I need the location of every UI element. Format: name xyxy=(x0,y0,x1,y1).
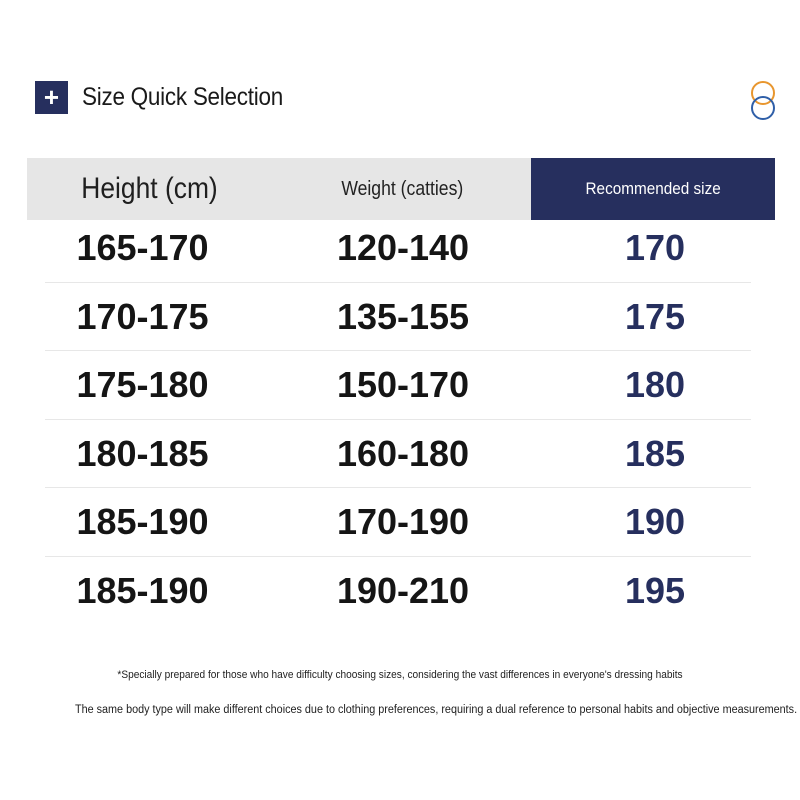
recommended-size-cell: 195 xyxy=(624,569,686,611)
section-header xyxy=(35,80,305,114)
height-cell: 185-190 xyxy=(76,501,209,542)
column-header-weight xyxy=(273,158,531,220)
recommended-size-cell: 190 xyxy=(624,501,686,542)
column-header-height xyxy=(27,158,273,220)
weight-cell: 150-170 xyxy=(336,364,470,405)
weight-cell: 135-155 xyxy=(336,295,470,337)
height-cell: 185-190 xyxy=(76,569,209,611)
page-title: Size Quick Selection xyxy=(82,82,283,111)
height-cell: 165-170 xyxy=(76,227,209,268)
weight-cell: 170-190 xyxy=(336,501,470,542)
height-cell: 180-185 xyxy=(76,432,209,474)
recommended-size-cell: 180 xyxy=(624,364,686,405)
column-header-weight-label: Weight (catties) xyxy=(341,177,463,200)
height-cell: 170-175 xyxy=(76,295,209,337)
recommended-size-cell: 170 xyxy=(624,227,686,268)
table-row xyxy=(45,420,751,489)
plus-icon: + xyxy=(35,81,68,114)
weight-cell: 160-180 xyxy=(336,432,470,474)
table-row xyxy=(45,351,751,420)
table-row xyxy=(45,557,751,625)
two-rings-logo-icon xyxy=(748,79,778,123)
recommended-size-cell: 185 xyxy=(624,432,686,474)
table-row xyxy=(45,214,751,283)
column-header-recommended-size xyxy=(531,158,775,220)
column-header-recommended-size-label: Recommended size xyxy=(585,179,721,198)
height-cell: 175-180 xyxy=(76,364,209,405)
weight-cell: 120-140 xyxy=(336,227,470,268)
weight-cell: 190-210 xyxy=(336,569,470,611)
size-table-body xyxy=(45,214,751,624)
blue-ring xyxy=(752,97,774,119)
footnote-preference-note: The same body type will make different choices due to clothing preferences, requiring a dual reference to personal habits and objective measurements. xyxy=(75,704,798,716)
table-row xyxy=(45,488,751,557)
footnote-sizing-note: *Specially prepared for those who have difficulty choosing sizes, considering the vast differences in everyone's dressing habits xyxy=(117,669,683,681)
column-header-height-label: Height (cm) xyxy=(81,172,219,205)
recommended-size-cell: 175 xyxy=(624,295,686,337)
table-row xyxy=(45,283,751,352)
